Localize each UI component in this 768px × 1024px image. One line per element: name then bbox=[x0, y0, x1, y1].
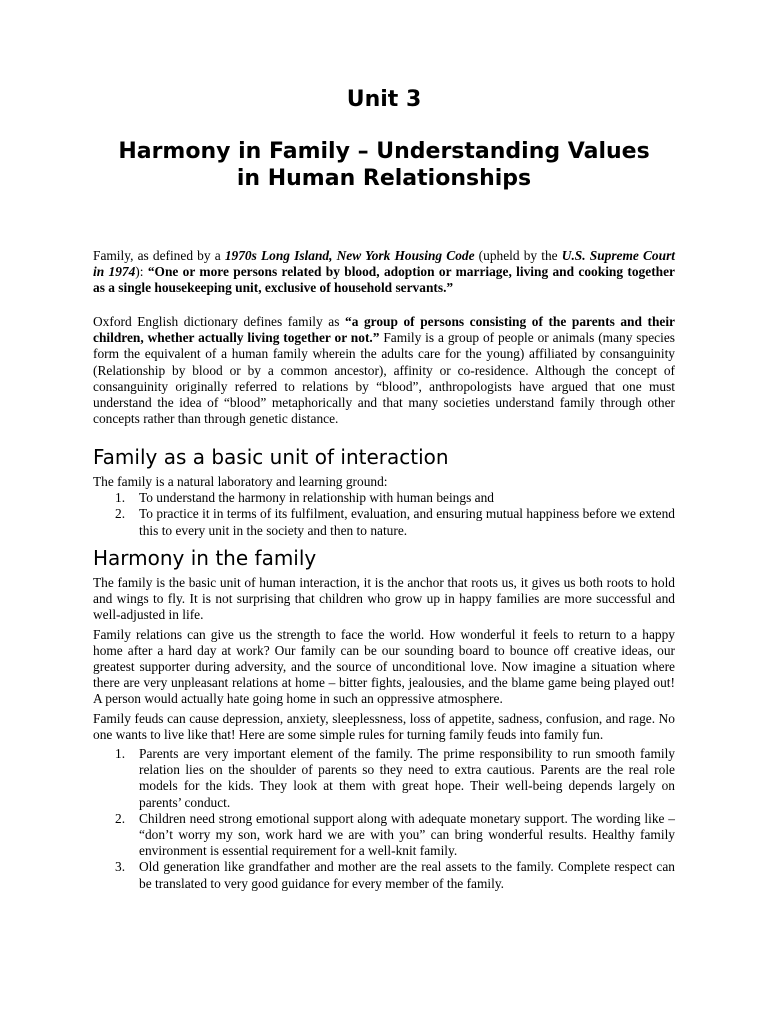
definition-text: ): bbox=[135, 264, 148, 280]
title-line-1: Harmony in Family – Understanding Values bbox=[118, 139, 650, 164]
learning-list bbox=[93, 490, 675, 539]
list-item bbox=[93, 746, 675, 811]
section-heading-basic-unit: Family as a basic unit of interaction bbox=[93, 445, 449, 469]
family-rules-list bbox=[93, 746, 675, 892]
definition-text: Family, as defined by a bbox=[93, 248, 225, 263]
list-number: 2. bbox=[115, 506, 126, 522]
list-item-text: Old generation like grandfather and mother are the real assets to the family. Complete respect can be translated to very good guidance for every member of the family. bbox=[139, 859, 675, 891]
section-heading-harmony: Harmony in the family bbox=[93, 546, 317, 570]
oxford-paragraph bbox=[93, 314, 675, 427]
list-item bbox=[93, 811, 675, 860]
list-item-text: Children need strong emotional support along with adequate monetary support. The wording like – “don’t worry my son, work hard we are with you” can bring wonderful results. Healthy family environment is essential requirement for a well-knit family. bbox=[139, 810, 675, 859]
list-number: 1. bbox=[115, 490, 126, 506]
oxford-text: Family is a group of people or animals (many species form the equivalent of a human family wherein the adults care for the young) affiliated by consanguinity (Relationship by blood or by a common ancestor), affinity or co-residence. Although the concept of consanguinity originally referred to relations by “blood”, anthropologists have argued that one must understand the idea of “blood” metaphorically and that many societies understand family through other concepts rather than through genetic distance. bbox=[93, 330, 675, 427]
definition-paragraph bbox=[93, 248, 675, 297]
court-citation: U.S. Supreme Court in 1974 bbox=[93, 248, 675, 280]
page-title bbox=[0, 138, 768, 192]
list-number: 3. bbox=[115, 859, 126, 875]
list-item bbox=[93, 859, 675, 891]
list-item bbox=[93, 490, 675, 506]
paragraph: Family relations can give us the strength to face the world. How wonderful it feels to return to a happy home after a hard day at work? Our family can be our sounding board to bounce off creative ideas, our greatest supporter during adversity, and the source of unconditional love. Now imagine a situation where there are very unpleasant relations at home – bitter fights, jealousies, and the blame game being played out! A person would actually hate going home in such an oppressive atmosphere. bbox=[93, 626, 675, 707]
paragraph: Family feuds can cause depression, anxiety, sleeplessness, loss of appetite, sadness, confusion, and rage. No one wants to live like that! Here are some simple rules for turning family feuds into family fun. bbox=[93, 710, 675, 742]
list-number: 2. bbox=[115, 810, 126, 826]
oxford-quote: “a group of persons consisting of the parents and their children, whether actually living together or not.” bbox=[93, 314, 675, 346]
definition-text: (upheld by the bbox=[474, 248, 562, 263]
section-basic-unit-body bbox=[93, 474, 675, 539]
unit-heading: Unit 3 bbox=[346, 87, 422, 112]
list-number: 1. bbox=[115, 746, 126, 762]
title-line-2: in Human Relationships bbox=[236, 166, 532, 191]
oxford-text: Oxford English dictionary defines family as bbox=[93, 314, 345, 329]
list-item-text: To understand the harmony in relationship with human beings and bbox=[139, 490, 494, 506]
section-harmony-body bbox=[93, 575, 675, 892]
paragraph: The family is the basic unit of human interaction, it is the anchor that roots us, it gives us both roots to hold and wings to fly. It is not surprising that children who grow up in happy families are more successful and well-adjusted in life. bbox=[93, 575, 675, 623]
list-item bbox=[93, 506, 675, 538]
section-intro: The family is a natural laboratory and learning ground: bbox=[93, 474, 388, 489]
housing-code-citation: 1970s Long Island, New York Housing Code bbox=[224, 248, 475, 263]
list-item-text: Parents are very important element of the family. The prime responsibility to run smooth family relation lies on the shoulder of parents so they need to extra cautious. Parents are the real role models for the kids. They look at them with great hope. Their well-being depends largely on parents’ conduct. bbox=[139, 746, 675, 810]
list-item-text: To practice it in terms of its fulfilment, evaluation, and ensuring mutual happiness before we extend this to every unit in the society and then to nature. bbox=[139, 506, 675, 538]
definition-quote: “One or more persons related by blood, adoption or marriage, living and cooking together as a single housekeeping unit, exclusive of household servants.” bbox=[93, 264, 675, 296]
